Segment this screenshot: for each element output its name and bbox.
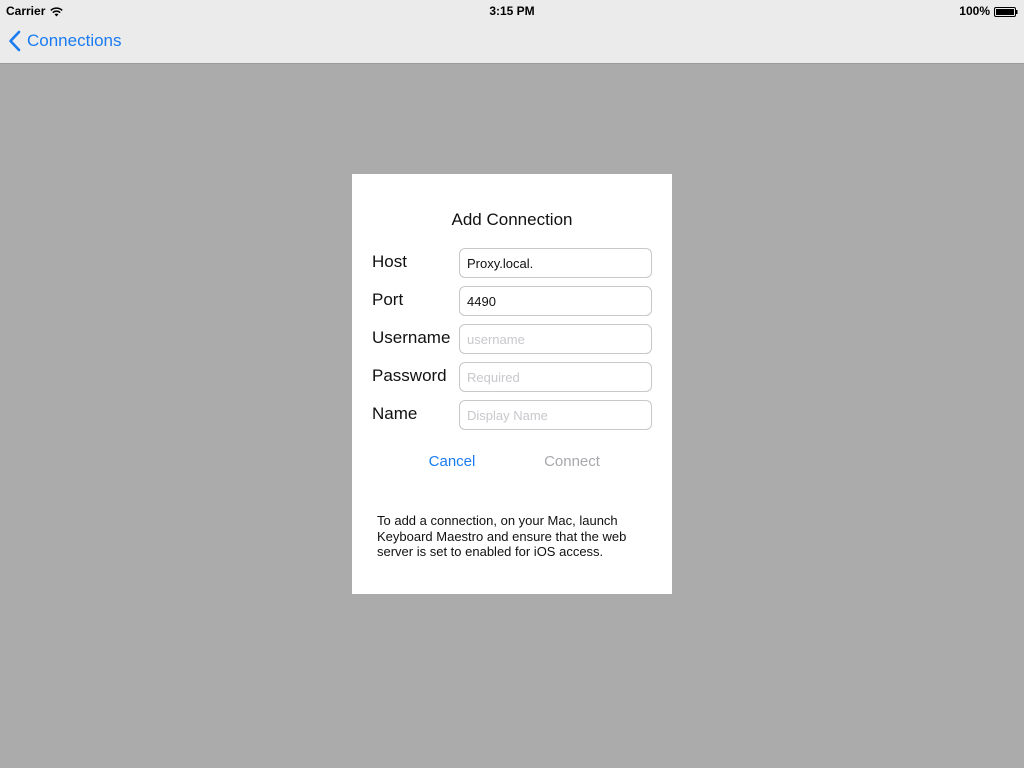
name-label: Name — [372, 404, 418, 423]
port-row — [372, 286, 652, 316]
battery-percent: 100% — [959, 4, 990, 18]
password-input[interactable] — [459, 362, 652, 392]
username-row — [372, 324, 652, 354]
help-text: To add a connection, on your Mac, launch Keyboard Maestro and ensure that the web server is set to enabled for iOS access. — [377, 513, 627, 559]
display-name-input[interactable] — [459, 400, 652, 430]
connect-button[interactable]: Connect — [502, 453, 642, 470]
port-label: Port — [372, 290, 404, 309]
status-time: 3:15 PM — [489, 4, 535, 18]
port-input[interactable] — [459, 286, 652, 316]
password-row — [372, 362, 652, 392]
add-connection-dialog — [352, 174, 672, 594]
back-button-label: Connections — [27, 31, 122, 50]
host-input[interactable] — [459, 248, 652, 278]
battery-icon — [994, 6, 1018, 16]
dialog-buttons — [352, 453, 672, 473]
back-button-connections[interactable] — [8, 30, 122, 52]
username-input[interactable] — [459, 324, 652, 354]
chevron-left-icon — [8, 30, 21, 52]
cancel-button[interactable]: Cancel — [352, 453, 552, 470]
dialog-title: Add Connection — [451, 210, 573, 229]
carrier-label: Carrier — [6, 4, 46, 18]
top-chrome — [0, 0, 1024, 64]
status-bar — [0, 0, 1024, 22]
name-row — [372, 400, 652, 430]
username-label: Username — [372, 328, 451, 347]
host-row — [372, 248, 652, 278]
battery-indicator — [959, 4, 1018, 18]
host-label: Host — [372, 252, 407, 271]
password-label: Password — [372, 366, 447, 385]
